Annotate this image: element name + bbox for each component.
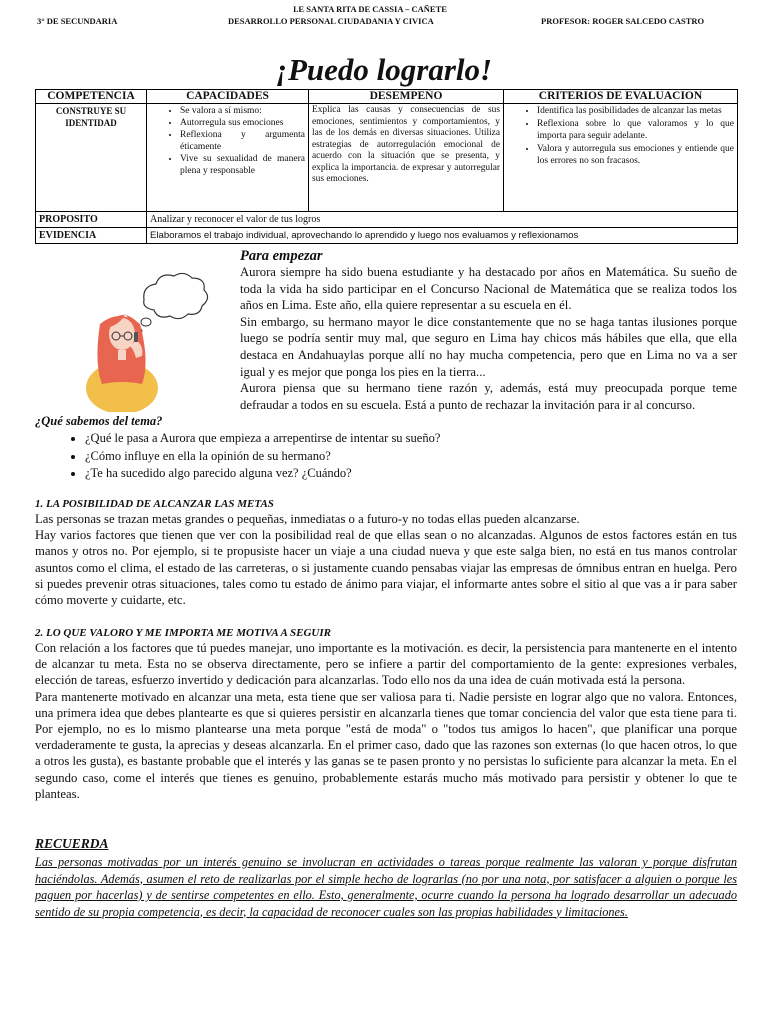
criterios-cell [504,104,738,212]
criterio-item: • Reflexiona sobre lo que valoramos y lo que importa para seguir adelante. [537,118,734,143]
recuerda-text: Las personas motivadas por un interés genuino se involucran en actividades o tareas porque realmente las valoran y porque disfrutan haciéndolas. Además, asumen el reto de realizarlas por el simple hecho de lograrlas (no por una nota, por satisfacer a alguien o porque les paguen por hacerlas) y de sentirse competentes en ello. Esto, generalmente, ocurre cuando la persona ha logrado desarrollar un adecuado sentido de su propia competencia, es decir, la capacidad de reconocer cuales son las propias habilidades y limitaciones. [35,855,737,919]
grade-label: 3° DE SECUNDARIA [37,16,118,26]
story-paragraph: Aurora piensa que su hermano tiene razón y, además, está muy preocupada porque teme defraudar a todos en su escuela. Está a punto de rechazar la invitación para ir al concurso. [240,381,737,412]
evidencia-value: Elaboramos el trabajo individual, aprovechando lo aprendido y luego nos evaluamos y reflexionamos [147,228,738,244]
col-header-capacidades: CAPACIDADES [147,90,309,104]
capacidad-item: • Reflexiona y argumenta éticamente [180,129,305,153]
thinking-girl-illustration [52,262,242,412]
para-empezar-heading: Para empezar [240,248,323,264]
story-text [240,264,737,413]
criterio-item: • Identifica las posibilidades de alcanzar las metas [537,105,734,118]
que-sabemos-heading: ¿Qué sabemos del tema? [35,414,163,428]
col-header-criterios: CRITERIOS DE EVALUACION [504,90,738,104]
col-header-desempeno: DESEMPEÑO [309,90,504,104]
story-paragraph: Sin embargo, su hermano mayor le dice constantemente que no se haga tantas ilusiones porque luego se podría sentir muy mal, que seguro en Lima hay chicos más hábiles que ella, que ella destaca en Andahuaylas porque allí no hay mucha competencia, pero que en Lima no va a ser igual y es mejor que ponga los pies en la tierra... [240,314,737,379]
section-motivacion [35,626,737,802]
story-paragraph: Aurora siempre ha sido buena estudiante y ha destacado por años en Matemática. Su sueño de toda la vida ha sido participar en el Concurso Nacional de Matemática que se realiza todos los años en Lima. Este año, ella quiere representar a su escuela en él. [240,265,737,313]
course-name: DESARROLLO PERSONAL CIUDADANIA Y CIVICA [228,16,434,26]
recuerda-heading: RECUERDA [35,836,109,851]
page-title: ¡Puedo lograrlo! [275,52,493,87]
criterio-item: • Valora y autorregula sus emociones y entiende que los errores no son fracasos. [537,143,734,168]
competency-table [35,89,738,244]
thought-bubble-icon [136,273,208,333]
section2-heading: 2. LO QUE VALORO Y ME IMPORTA ME MOTIVA A SEGUIR [35,627,331,639]
proposito-value: Analizar y reconocer el valor de tus logros [147,212,738,228]
section2-paragraph: Con relación a los factores que tú puedes manejar, uno importante es la motivación. es decir, la persistencia para mantenerte en el intento de alcanzar tu meta. Esta no se observa directamente, pero se infiere a partir del comportamiento de la gente: expresiones verbales, elección de tareas, esfuerzo invertido y dedicación para alcanzarlas. Todo ello nos da una idea de cuán motivada está la persona. [35,641,737,688]
teacher-name: PROFESOR: ROGER SALCEDO CASTRO [541,16,705,26]
proposito-row [36,212,738,228]
page-header [0,0,768,40]
question-item: • ¿Cómo influye en ella la opinión de su hermano? [85,448,440,466]
desempeno-cell: Explica las causas y consecuencias de sus emociones, sentimientos y comportamientos, y las de los demás en diversas situaciones. Utiliza estrategias de autorregulación emocional de acuerdo con la situación que se presenta, y explica la importancia. de expresar y autorregular sus emociones. [309,104,504,212]
school-name: I.E SANTA RITA DE CASSIA – CAÑETE [293,4,447,14]
evidencia-label: EVIDENCIA [36,228,147,244]
table-header-row [36,90,738,104]
question-list [55,430,440,483]
capacidad-item: • Se valora a sí mismo: [180,105,305,117]
proposito-label: PROPOSITO [36,212,147,228]
section2-paragraph: Para mantenerte motivado en alcanzar una meta, esta tiene que ser valiosa para ti. Nadie persiste en lograr algo que no valora. Entonces, una primera idea que debes plantearte es que si quieres persistir en alcanzarla tienes que tomar conciencia del valor que esta tiene para ti. Por ejemplo, no es lo mismo plantearse una meta porque "está de moda" o "todos tus amigos lo hacen", que planificar una porque verdaderamente te gusta, la aprecias y deseas alcanzarla. En el primer caso, dado que las razones son externas (lo que hacen otros, lo que a otros les gusta), es bastante probable que el interés y las ganas se te pasen pronto y no persistas lo suficiente para alcanzar la meta. En el segundo caso, come el interés que tienes es genuino, probablemente estarás mucho más motivado para persistir y obtener lo que te planteas. [35,689,737,801]
section1-paragraph: Las personas se trazan metas grandes o pequeñas, inmediatas o a futuro-y no todas ellas pueden alcanzarse. [35,512,580,526]
col-header-competencia: COMPETENCIA [36,90,147,104]
capacidad-item: • Autorregula sus emociones [180,117,305,129]
section1-heading: 1. LA POSIBILIDAD DE ALCANZAR LAS METAS [35,498,274,510]
recuerda-box [35,836,737,920]
question-item: • ¿Qué le pasa a Aurora que empieza a arrepentirse de intentar su sueño? [85,430,440,448]
evidencia-row [36,228,738,244]
table-content-row [36,104,738,212]
girl-figure-icon [86,314,158,412]
section1-paragraph: Hay varios factores que tienen que ver con la posibilidad real de que ellas sean o no alcanzadas. Algunos de estos factores están en tus manos y otros no. Por ejemplo, si te propusiste hacer un viaje a una ciudad nueva y que este salga bien, no está en tus manos controlar asuntos como el clima, el estado de las carreteras, o si justamente cuando pensabas viajar las empresas de ómnibus entran en huelga. Pero si puedes prevenir otras situaciones, tales como tu estado de ánimo para viajar, el informarte antes sobre el sitio al que vas a ir para saber cómo moverte y cuidarte, etc. [35,528,737,608]
capacidad-item: • Vive su sexualidad de manera plena y responsable [180,153,305,177]
competencia-cell: CONSTRUYE SU IDENTIDAD [36,104,147,212]
question-item: • ¿Te ha sucedido algo parecido alguna vez? ¿Cuándo? [85,465,440,483]
capacidades-cell [147,104,309,212]
section-posibilidad-metas [35,497,737,608]
